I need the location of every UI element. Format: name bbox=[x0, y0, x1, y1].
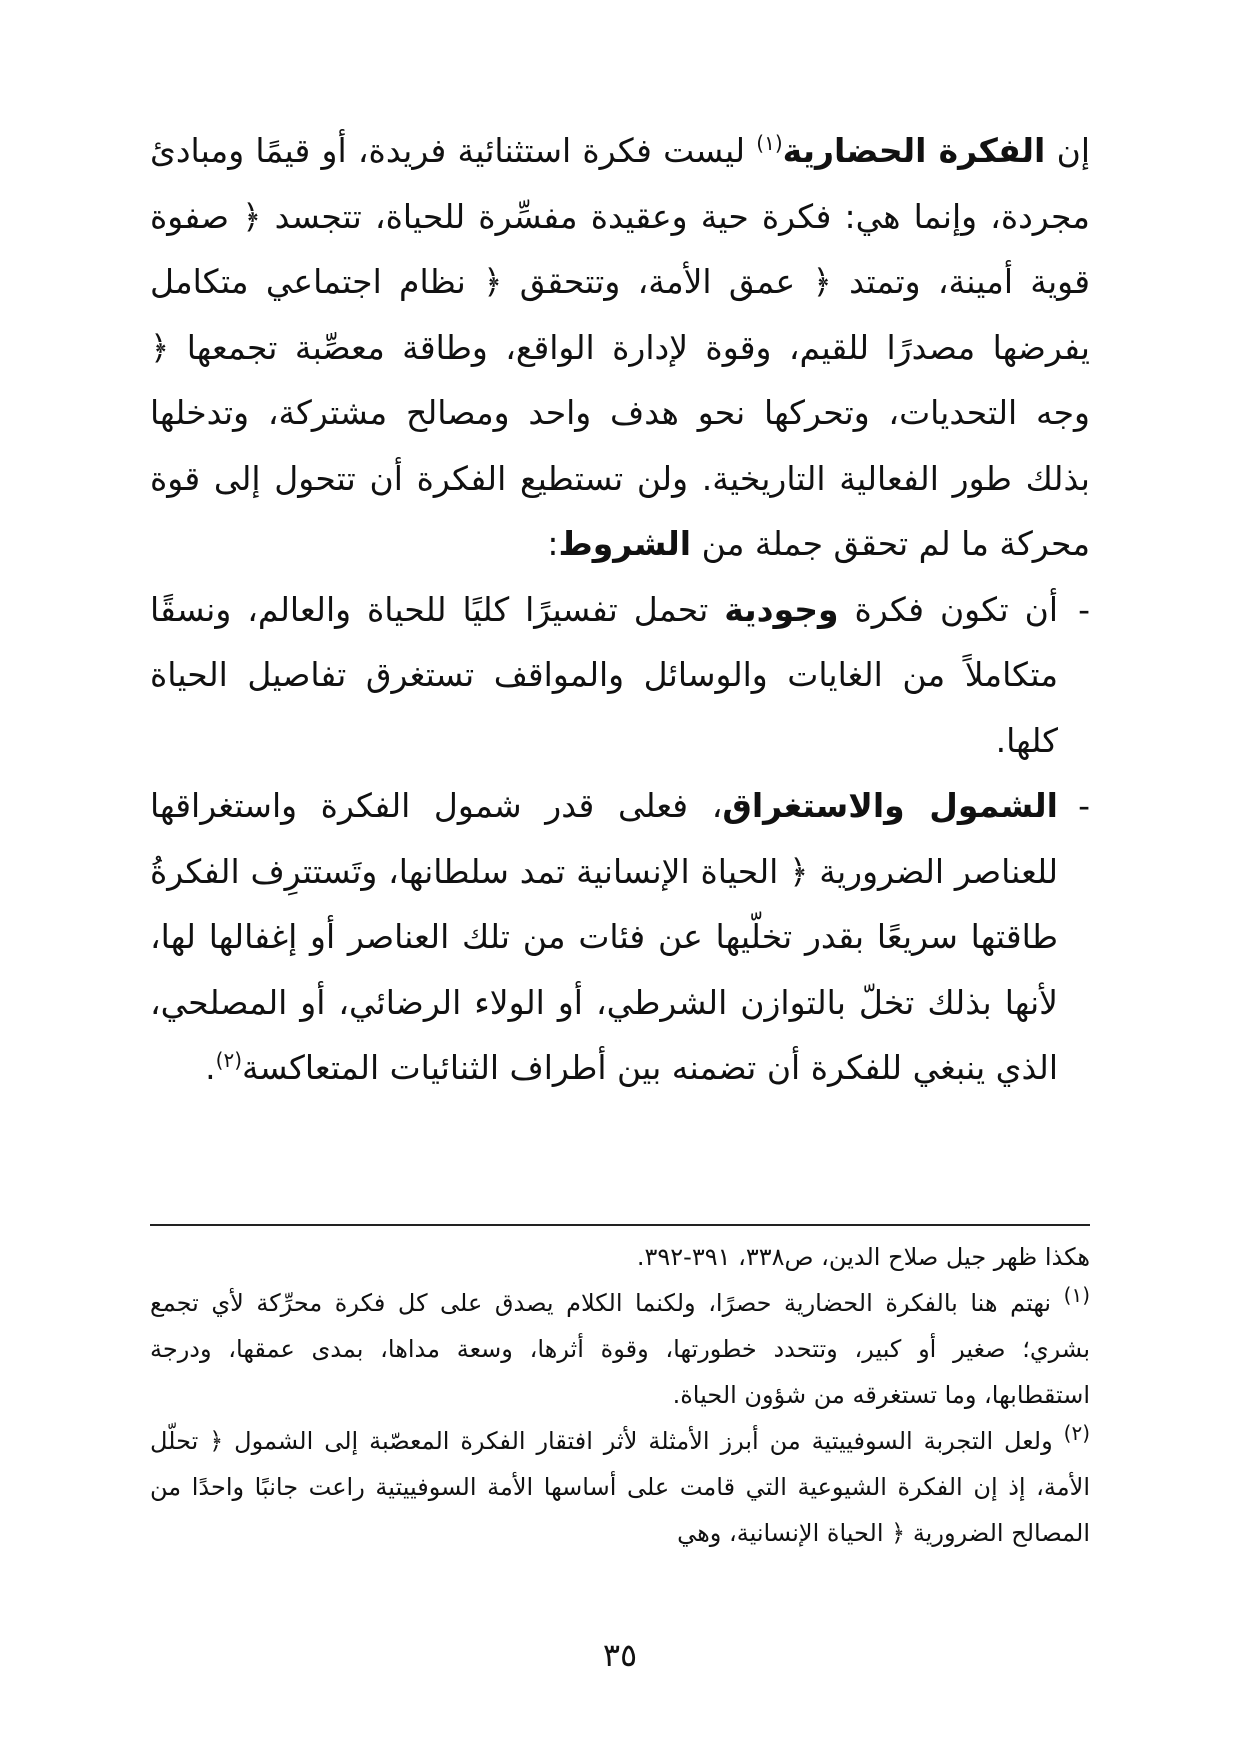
intro-paragraph bbox=[150, 118, 1090, 577]
footnotes bbox=[150, 1234, 1090, 1557]
footnote-ref-1[interactable]: (١) bbox=[756, 131, 783, 155]
footnote-1 bbox=[150, 1280, 1090, 1418]
bullet1-term: وجودية bbox=[724, 589, 839, 629]
footnote-2-marker: (٢) bbox=[1063, 1421, 1090, 1446]
main-text bbox=[150, 118, 1090, 1101]
footnote-ref-2[interactable]: (٢) bbox=[215, 1048, 243, 1072]
bullet-item-2 bbox=[150, 773, 1090, 1101]
footnote-1-marker: (١) bbox=[1063, 1283, 1090, 1308]
intro-text: ليست فكرة استثنائية فريدة، أو قيمًا ومبادئ مجردة، وإنما هي: فكرة حية وعقيدة مفسِّرة للحياة، تتجسد ﴿ صفوة قوية أمينة، وتمتد ﴿ عمق الأمة، وتتحقق ﴿ نظام اجتماعي متكامل يفرضها مصدرًا للقيم، وقوة لإدارة الواقع، وطاقة معصِّبة تجمعها ﴿ وجه التحديات، وتحركها نحو هدف واحد ومصالح مشتركة، وتدخلها بذلك طور الفعالية التاريخية. ولن تستطيع الفكرة أن تتحول إلى قوة محركة ما لم تحقق جملة من bbox=[150, 131, 1090, 563]
intro-end: : bbox=[547, 524, 559, 563]
footnote-1-text: نهتم هنا بالفكرة الحضارية حصرًا، ولكنما الكلام يصدق على كل فكرة محرِّكة لأي تجمع بشري؛ صغير أو كبير، وتتحدد خطورتها، وقوة أثرها، وسعة مداها، بمدى عمقها، ودرجة استقطابها، وما تستغرقه من شؤون الحياة. bbox=[150, 1289, 1090, 1410]
bullet-dash: - bbox=[1078, 589, 1090, 629]
bullet1-pre: أن تكون فكرة bbox=[838, 589, 1058, 629]
bullet-dash: - bbox=[1078, 786, 1090, 825]
bullet2-term: الشمول والاستغراق bbox=[722, 786, 1058, 825]
footnote-source: هكذا ظهر جيل صلاح الدين، ص٣٣٨، ٣٩١-٣٩٢. bbox=[636, 1243, 1090, 1271]
bullet1-text: تحمل تفسيرًا كليًا للحياة والعالم، ونسقًا متكاملاً من الغايات والوسائل والمواقف تستغرق تفاصيل الحياة كلها. bbox=[150, 589, 1058, 760]
intro-term: الفكرة الحضارية bbox=[782, 131, 1046, 170]
bullet2-text: ، فعلى قدر شمول الفكرة واستغراقها للعناصر الضرورية ﴿ الحياة الإنسانية تمد سلطانها، وتَستترِف الفكرةُ طاقتها سريعًا بقدر تخلّيها عن فئات من تلك العناصر أو إغفالها لها، لأنها بذلك تخلّ بالتوازن الشرطي، أو الولاء الرضائي، أو المصلحي، الذي ينبغي للفكرة أن تضمنه بين أطراف الثنائيات المتعاكسة bbox=[150, 786, 1058, 1087]
bullet-item-1 bbox=[150, 577, 1090, 774]
page-number: ٣٥ bbox=[602, 1636, 638, 1674]
bullet2-end: . bbox=[205, 1048, 216, 1087]
intro-pre: إن bbox=[1045, 131, 1090, 170]
footnote-divider bbox=[150, 1224, 1090, 1226]
footnote-2 bbox=[150, 1418, 1090, 1556]
footnote-2-text: ولعل التجربة السوفييتية من أبرز الأمثلة لأثر افتقار الفكرة المعصّبة إلى الشمول ﴿ تحلّل الأمة، إذ إن الفكرة الشيوعية التي قامت على أساسها الأمة السوفييتية راعت جانبًا واحدًا من المصالح الضرورية ﴿ الحياة الإنسانية، وهي bbox=[150, 1427, 1090, 1548]
intro-conditions-term: الشروط bbox=[558, 524, 692, 563]
